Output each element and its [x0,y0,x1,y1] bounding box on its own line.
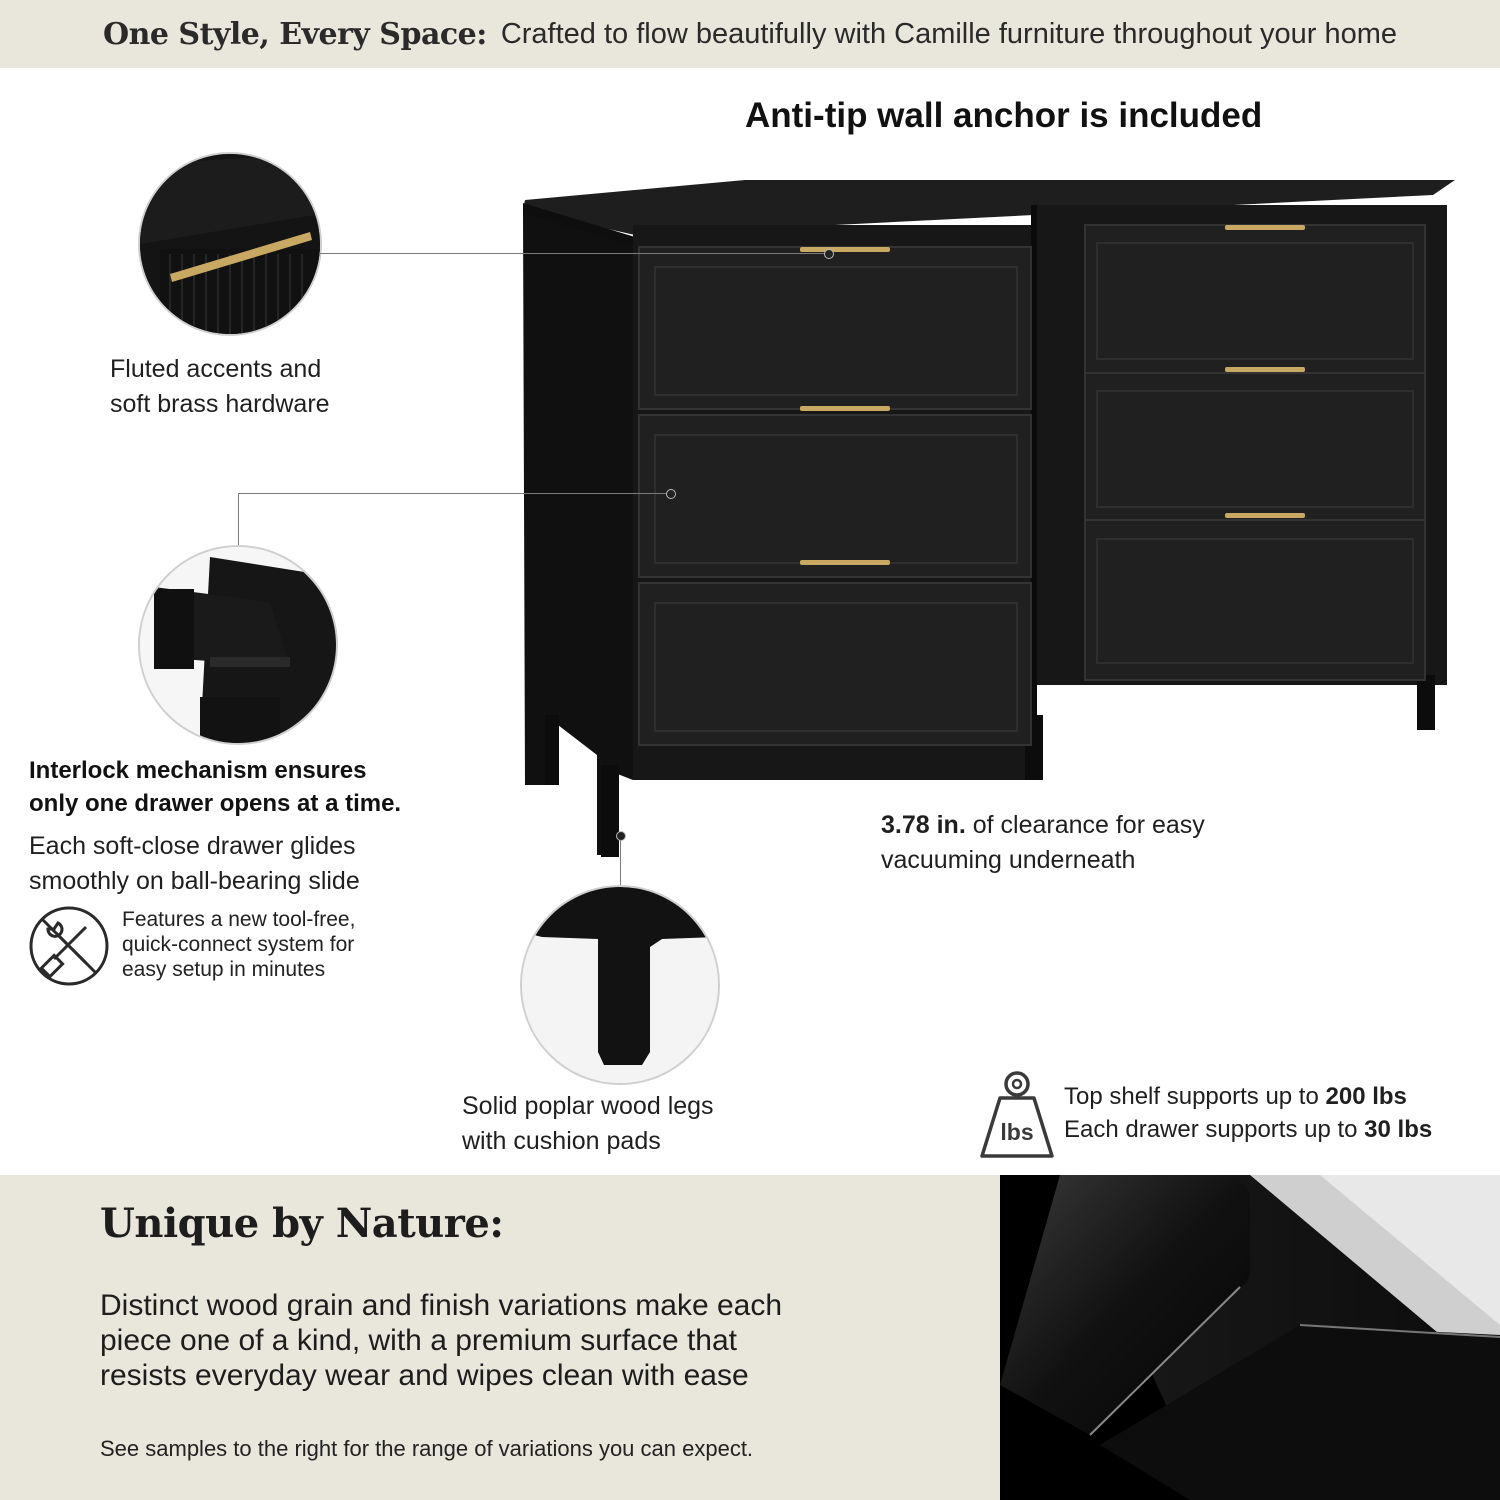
top-banner [0,0,1500,68]
page-headline: Anti-tip wall anchor is included [745,96,1263,135]
weight-icon-label: lbs [1000,1119,1034,1145]
interlock-caption: Each soft-close drawer glides smoothly on ball-bearing slide [29,832,360,895]
banner-lead: One Style, Every Space: [102,16,487,52]
no-tools-icon [28,905,110,987]
legs-caption: Solid poplar wood legs with cushion pads [462,1092,714,1155]
clearance-value: 3.78 in. [881,811,966,839]
unique-body: Distinct wood grain and finish variations make each piece one of a kind, with a premium surface that resists everyday wear and wipes clean with ease [100,1289,783,1392]
finish-samples-photo [1000,1175,1500,1500]
unique-note: See samples to the right for the range of variations you can expect. [100,1436,754,1461]
weight-icon [978,1070,1056,1162]
weight-caption: Top shelf supports up to 200 lbs Each drawer supports up to 30 lbs [1064,1083,1433,1143]
leg-detail-photo [520,885,720,1085]
dresser-image [515,155,1465,865]
callout-line-hardware [320,253,828,254]
callout-line-interlock [238,493,670,494]
callout-line-interlock-vertical [238,493,239,545]
hardware-caption: Fluted accents and soft brass hardware [110,355,330,418]
drawer-detail-photo [138,545,338,745]
callout-dot-legs [616,831,626,841]
banner-text: Crafted to flow beautifully with Camille furniture throughout your home [500,17,1398,50]
toolfree-caption: Features a new tool-free, quick-connect system for easy setup in minutes [122,908,356,981]
hardware-detail-photo [138,152,322,336]
interlock-heading: Interlock mechanism ensures only one drawer opens at a time. [29,757,402,817]
callout-dot-interlock [666,489,676,499]
callout-dot-hardware [824,249,834,259]
callout-line-legs [620,840,621,890]
clearance-caption: 3.78 in. of clearance for easy vacuuming underneath [881,811,1205,874]
unique-title: Unique by Nature: [100,1200,504,1247]
